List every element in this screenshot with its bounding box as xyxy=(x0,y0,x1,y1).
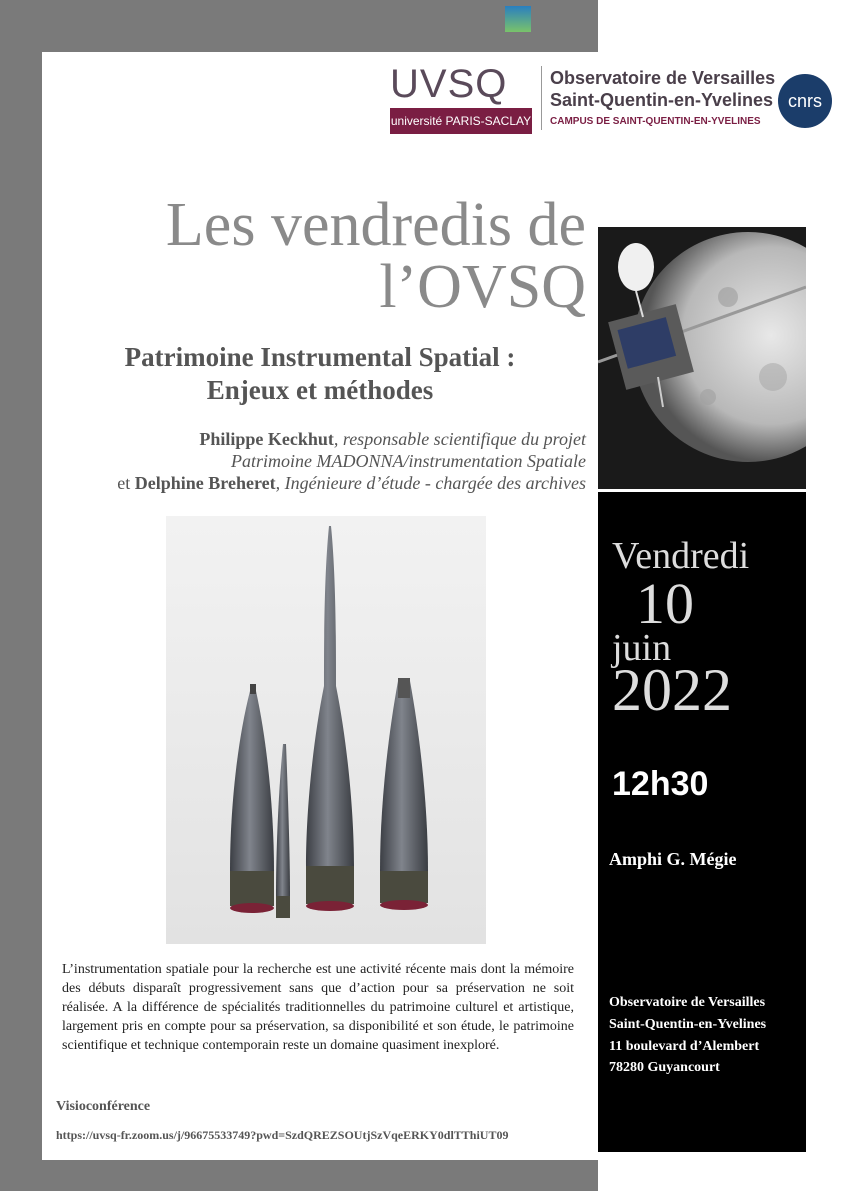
uvsq-wordmark: UVSQ xyxy=(390,62,508,106)
visio-link[interactable]: https://uvsq-fr.zoom.us/j/96675533749?pwd=SzdQREZSOUtjSzVqeERKY0dlTThiUT09 xyxy=(56,1128,509,1142)
obs-name-line2: Saint-Quentin-en-Yvelines xyxy=(550,90,774,110)
obs-name-line1: Observatoire de Versailles xyxy=(550,68,776,88)
address-line1: Observatoire de Versailles xyxy=(609,995,766,1010)
event-year: 2022 xyxy=(612,657,732,723)
cnrs-logo: cnrs xyxy=(778,74,832,128)
event-day: Vendredi xyxy=(612,535,750,577)
event-month: juin xyxy=(612,627,672,669)
event-date: 10 xyxy=(636,571,694,636)
satellite-photo xyxy=(598,227,806,489)
address-line2: Saint-Quentin-en-Yvelines xyxy=(609,1017,767,1032)
speakers xyxy=(117,428,586,494)
obs-campus: CAMPUS DE SAINT-QUENTIN-EN-YVELINES xyxy=(550,116,761,127)
address-line3: 11 boulevard d’Alembert xyxy=(609,1039,760,1054)
gray-frame-bottom xyxy=(0,1160,598,1191)
speaker-2-name: Delphine Breheret xyxy=(134,473,276,493)
gray-frame-left xyxy=(0,0,42,1191)
series-title-line1: Les vendredis de xyxy=(165,191,586,259)
uvsq-sun-icon xyxy=(505,6,531,32)
speaker-1-name: Philippe Keckhut xyxy=(199,429,334,449)
speaker-1-role: , responsable scientifique du projet xyxy=(333,429,586,449)
talk-title-line1: Patrimoine Instrumental Spatial : xyxy=(124,342,516,372)
abstract-text: L’instrumentation spatiale pour la recherche est une activité récente mais dont la mémoire des débuts disparaît progressivement sans que d’action pour sa préservation ne soit réalisée. A la différence de spécialités traditionnelles du patrimoine culturel et artistique, largement pris en compte pour sa préservation, sa disponibilité et son étude, le patrimoine scientifique et technique contemporain reste un domaine quasiment inexploré. xyxy=(62,962,574,1053)
event-time: 12h30 xyxy=(612,765,709,803)
event-room: Amphi G. Mégie xyxy=(609,849,737,869)
speaker-2-role: , Ingénieure d’étude - chargée des archives xyxy=(275,473,586,493)
talk-title-line2: Enjeux et méthodes xyxy=(206,375,434,405)
visio-label: Visioconférence xyxy=(56,1099,151,1114)
address-line4: 78280 Guyancourt xyxy=(609,1060,720,1075)
paris-saclay-logo: université PARIS-SACLAY xyxy=(390,108,532,134)
series-title-line2: l’OVSQ xyxy=(379,253,586,321)
logo-divider xyxy=(541,66,542,130)
rockets-photo xyxy=(166,516,486,944)
speakers-and: et xyxy=(117,473,135,493)
speaker-1-project: Patrimoine MADONNA/instrumentation Spatiale xyxy=(231,451,586,471)
